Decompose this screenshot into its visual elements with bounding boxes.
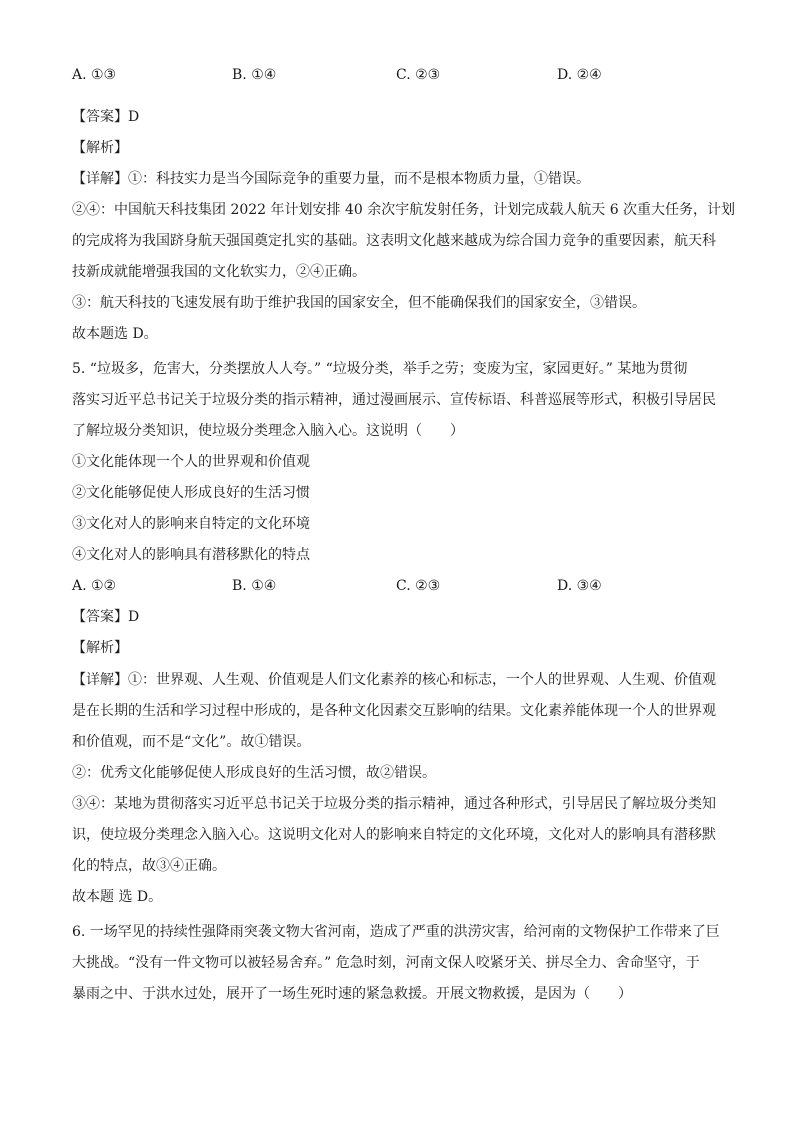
q5-option-b: B. ①④ xyxy=(232,578,277,594)
q5-stem-line-1: 5. “垃圾多，危害大，分类摆放人人夸。” “垃圾分类，举手之劳；变废为宝，家园更好。” 某地为贯彻 xyxy=(72,361,688,377)
q4-analysis-label: 【解析】 xyxy=(72,140,128,156)
q5-item-1: ①文化能体现一个人的世界观和价值观 xyxy=(72,454,310,470)
q5-stem-line-3: 了解垃圾分类知识，使垃圾分类理念入脑入心。这说明（ ） xyxy=(72,423,464,439)
q4-detail-2-line-1: ②④：中国航天科技集团 2022 年计划安排 40 余次宇航发射任务，计划完成载人航天 6 次重大任务，计划 xyxy=(72,202,736,218)
q5-item-4: ④文化对人的影响具有潜移默化的特点 xyxy=(72,547,310,563)
q5-option-d: D. ③④ xyxy=(557,578,602,594)
q5-detail-1-line-1 xyxy=(72,671,716,689)
q5-conclusion: 故本题 选 D。 xyxy=(72,889,163,905)
q5-stem-line-2: 落实习近平总书记关于垃圾分类的指示精神，通过漫画展示、宣传标语、科普巡展等形式，积极引导居民 xyxy=(72,392,716,408)
q6-stem-line-1: 6. 一场罕见的持续性强降雨突袭文物大省河南，造成了严重的洪涝灾害，给河南的文物保护工作带来了巨 xyxy=(72,924,720,940)
q4-detail-1 xyxy=(72,170,590,188)
q5-detail-label: 【详解】 xyxy=(72,672,128,688)
q4-detail-1-text: ①：科技实力是当今国际竞争的重要力量，而不是根本物质力量，①错误。 xyxy=(128,171,590,187)
q4-detail-3: ③：航天科技的飞速发展有助于维护我国的国家安全，但不能确保我们的国家安全，③错误。 xyxy=(72,295,646,311)
q5-detail-3-line-2: 识，使垃圾分类理念入脑入心。这说明文化对人的影响来自特定的文化环境，文化对人的影响具有潜移默 xyxy=(72,827,716,843)
q4-answer: 【答案】D xyxy=(72,109,140,125)
q4-detail-2-line-3: 技新成就能增强我国的文化软实力，②④正确。 xyxy=(72,264,366,280)
q4-option-d: D. ②④ xyxy=(557,67,602,83)
q5-detail-1-line-3: 和价值观，而不是“文化”。故①错误。 xyxy=(72,734,311,750)
q5-detail-3-line-3: 化的特点，故③④正确。 xyxy=(72,858,226,874)
q6-stem-line-3: 暴雨之中、于洪水过处，展开了一场生死时速的紧急救援。开展文物救援，是因为（ ） xyxy=(72,986,632,1002)
q4-option-c: C. ②③ xyxy=(396,67,441,83)
q4-option-a: A. ①③ xyxy=(72,67,117,83)
q4-detail-2-line-2: 的完成将为我国跻身航天强国奠定扎实的基础。这表明文化越来越成为综合国力竞争的重要因素，航天科 xyxy=(72,233,716,249)
q4-conclusion: 故本题选 D。 xyxy=(72,326,158,342)
q5-detail-3-line-1: ③④：某地为贯彻落实习近平总书记关于垃圾分类的指示精神，通过各种形式，引导居民了解垃圾分类知 xyxy=(72,796,716,812)
q4-detail-label: 【详解】 xyxy=(72,171,128,187)
q5-analysis-label: 【解析】 xyxy=(72,640,128,656)
q5-option-c: C. ②③ xyxy=(396,578,441,594)
q6-stem-line-2: 大挑战。“没有一件文物可以被轻易舍弃。” 危急时刻，河南文保人咬紧牙关、拼尽全力、舍命坚守，于 xyxy=(72,955,700,971)
q4-option-b: B. ①④ xyxy=(232,67,277,83)
q5-option-a: A. ①② xyxy=(72,578,117,594)
q5-detail-1-line-2: 是在长期的生活和学习过程中形成的，是各种文化因素交互影响的结果。文化素养能体现一个人的世界观 xyxy=(72,703,716,719)
q5-detail-1-text: ①：世界观、人生观、价值观是人们文化素养的核心和标志，一个人的世界观、人生观、价值观 xyxy=(128,672,716,688)
q5-detail-2: ②：优秀文化能够促使人形成良好的生活习惯，故②错误。 xyxy=(72,765,436,781)
q5-answer: 【答案】D xyxy=(72,609,140,625)
q5-item-3: ③文化对人的影响来自特定的文化环境 xyxy=(72,516,310,532)
q5-item-2: ②文化能够促使人形成良好的生活习惯 xyxy=(72,485,310,501)
